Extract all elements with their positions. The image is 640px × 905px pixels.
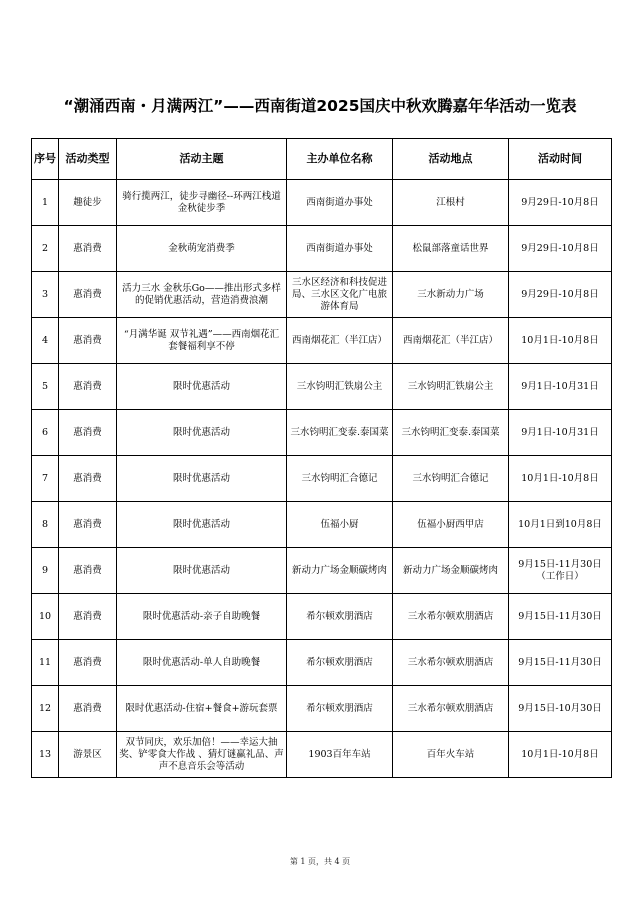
activity-time-cell: 9月15日-11月30日 (509, 594, 612, 640)
activity-place-cell: 三水钧明汇变泰.泰国菜 (393, 410, 509, 456)
column-header-type: 活动类型 (59, 139, 117, 180)
table-row (32, 318, 612, 364)
activity-type-cell: 惠消费 (59, 548, 117, 594)
activity-type-cell: 惠消费 (59, 410, 117, 456)
row-number-cell: 6 (32, 410, 59, 456)
activity-time-cell: 10月1日-10月8日 (509, 318, 612, 364)
activity-type-cell: 惠消费 (59, 364, 117, 410)
page-footer: 第 1 页，共 4 页 (289, 857, 351, 866)
row-number-cell: 5 (32, 364, 59, 410)
activity-time-cell: 9月29日-10月8日 (509, 272, 612, 318)
activity-place-cell: 新动力广场金顺碳烤肉 (393, 548, 509, 594)
row-number-cell: 2 (32, 226, 59, 272)
activity-table (31, 138, 612, 778)
activity-type-cell: 游景区 (59, 732, 117, 778)
activity-time-cell: 9月1日-10月31日 (509, 410, 612, 456)
row-number-cell: 12 (32, 686, 59, 732)
row-number-cell: 9 (32, 548, 59, 594)
host-organization-cell: 三水钧明汇变泰.泰国菜 (287, 410, 393, 456)
activity-place-cell: 松鼠部落童话世界 (393, 226, 509, 272)
activity-place-cell: 伍福小厨西甲店 (393, 502, 509, 548)
activity-type-cell: 惠消费 (59, 594, 117, 640)
activity-theme-cell: 限时优惠活动 (117, 410, 287, 456)
activity-type-cell: 惠消费 (59, 502, 117, 548)
table-row (32, 364, 612, 410)
host-organization-cell: 希尔顿欢朋酒店 (287, 686, 393, 732)
row-number-cell: 11 (32, 640, 59, 686)
activity-time-cell: 9月29日-10月8日 (509, 226, 612, 272)
activity-theme-cell: 活力三水 金秋乐Go——推出形式多样的促销优惠活动，营造消费浪潮 (117, 272, 287, 318)
activity-place-cell: 百年火车站 (393, 732, 509, 778)
activity-theme-cell: 限时优惠活动 (117, 502, 287, 548)
activity-time-cell: 10月1日到10月8日 (509, 502, 612, 548)
activity-time-cell: 9月29日-10月8日 (509, 180, 612, 226)
activity-theme-cell: 限时优惠活动 (117, 456, 287, 502)
activity-theme-cell: 双节同庆，欢乐加倍！——幸运大抽奖、铲零食大作战 、猜灯谜赢礼品、声声不息音乐会等活动 (117, 732, 287, 778)
table-row (32, 502, 612, 548)
table-row (32, 226, 612, 272)
host-organization-cell: 三水钧明汇铁扇公主 (287, 364, 393, 410)
column-header-time: 活动时间 (509, 139, 612, 180)
row-number-cell: 8 (32, 502, 59, 548)
row-number-cell: 10 (32, 594, 59, 640)
activity-type-cell: 惠消费 (59, 318, 117, 364)
host-organization-cell: 西南烟花汇（半江店） (287, 318, 393, 364)
host-organization-cell: 伍福小厨 (287, 502, 393, 548)
table-row (32, 180, 612, 226)
activity-theme-cell: 金秋萌宠消费季 (117, 226, 287, 272)
host-organization-cell: 新动力广场金顺碳烤肉 (287, 548, 393, 594)
table-row (32, 686, 612, 732)
activity-type-cell: 趣徒步 (59, 180, 117, 226)
activity-time-cell: 9月15日-10月30日 (509, 686, 612, 732)
activity-type-cell: 惠消费 (59, 272, 117, 318)
activity-place-cell: 三水钧明汇合德记 (393, 456, 509, 502)
table-row (32, 272, 612, 318)
activity-theme-cell: 限时优惠活动-单人自助晚餐 (117, 640, 287, 686)
table-body (32, 180, 612, 778)
host-organization-cell: 希尔顿欢朋酒店 (287, 594, 393, 640)
activity-type-cell: 惠消费 (59, 640, 117, 686)
column-header-host: 主办单位名称 (287, 139, 393, 180)
activity-time-cell: 10月1日-10月8日 (509, 456, 612, 502)
row-number-cell: 3 (32, 272, 59, 318)
activity-theme-cell: 限时优惠活动 (117, 548, 287, 594)
activity-theme-cell: 限时优惠活动 (117, 364, 287, 410)
activity-theme-cell: 限时优惠活动-亲子自助晚餐 (117, 594, 287, 640)
activity-theme-cell: “月满华诞 双节礼遇”——西南烟花汇 套餐福利享不停 (117, 318, 287, 364)
row-number-cell: 4 (32, 318, 59, 364)
activity-place-cell: 三水希尔顿欢朋酒店 (393, 594, 509, 640)
activity-place-cell: 三水新动力广场 (393, 272, 509, 318)
activity-time-cell: 9月15日-11月30日（工作日） (509, 548, 612, 594)
activity-place-cell: 三水钧明汇铁扇公主 (393, 364, 509, 410)
table-row (32, 732, 612, 778)
host-organization-cell: 希尔顿欢朋酒店 (287, 640, 393, 686)
activity-time-cell: 9月1日-10月31日 (509, 364, 612, 410)
activity-time-cell: 9月15日-11月30日 (509, 640, 612, 686)
column-header-place: 活动地点 (393, 139, 509, 180)
page-title: “潮涌西南・月满两江”——西南街道2025国庆中秋欢腾嘉年华活动一览表 (63, 97, 577, 115)
table-row (32, 456, 612, 502)
host-organization-cell: 西南街道办事处 (287, 226, 393, 272)
table-header-row (32, 139, 612, 180)
host-organization-cell: 1903百年车站 (287, 732, 393, 778)
activity-place-cell: 江根村 (393, 180, 509, 226)
table-row (32, 548, 612, 594)
column-header-no: 序号 (32, 139, 59, 180)
column-header-theme: 活动主题 (117, 139, 287, 180)
host-organization-cell: 三水区经济和科技促进局、三水区文化广电旅游体育局 (287, 272, 393, 318)
table-row (32, 640, 612, 686)
host-organization-cell: 三水钧明汇合德记 (287, 456, 393, 502)
row-number-cell: 1 (32, 180, 59, 226)
table-row (32, 410, 612, 456)
activity-time-cell: 10月1日-10月8日 (509, 732, 612, 778)
activity-place-cell: 西南烟花汇（半江店） (393, 318, 509, 364)
activity-place-cell: 三水希尔顿欢朋酒店 (393, 686, 509, 732)
table-row (32, 594, 612, 640)
activity-type-cell: 惠消费 (59, 456, 117, 502)
activity-type-cell: 惠消费 (59, 226, 117, 272)
row-number-cell: 13 (32, 732, 59, 778)
host-organization-cell: 西南街道办事处 (287, 180, 393, 226)
row-number-cell: 7 (32, 456, 59, 502)
activity-theme-cell: 限时优惠活动-住宿+餐食+游玩套票 (117, 686, 287, 732)
activity-type-cell: 惠消费 (59, 686, 117, 732)
activity-place-cell: 三水希尔顿欢朋酒店 (393, 640, 509, 686)
activity-theme-cell: 骑行揽两江，徒步寻幽径--环两江栈道金秋徒步季 (117, 180, 287, 226)
